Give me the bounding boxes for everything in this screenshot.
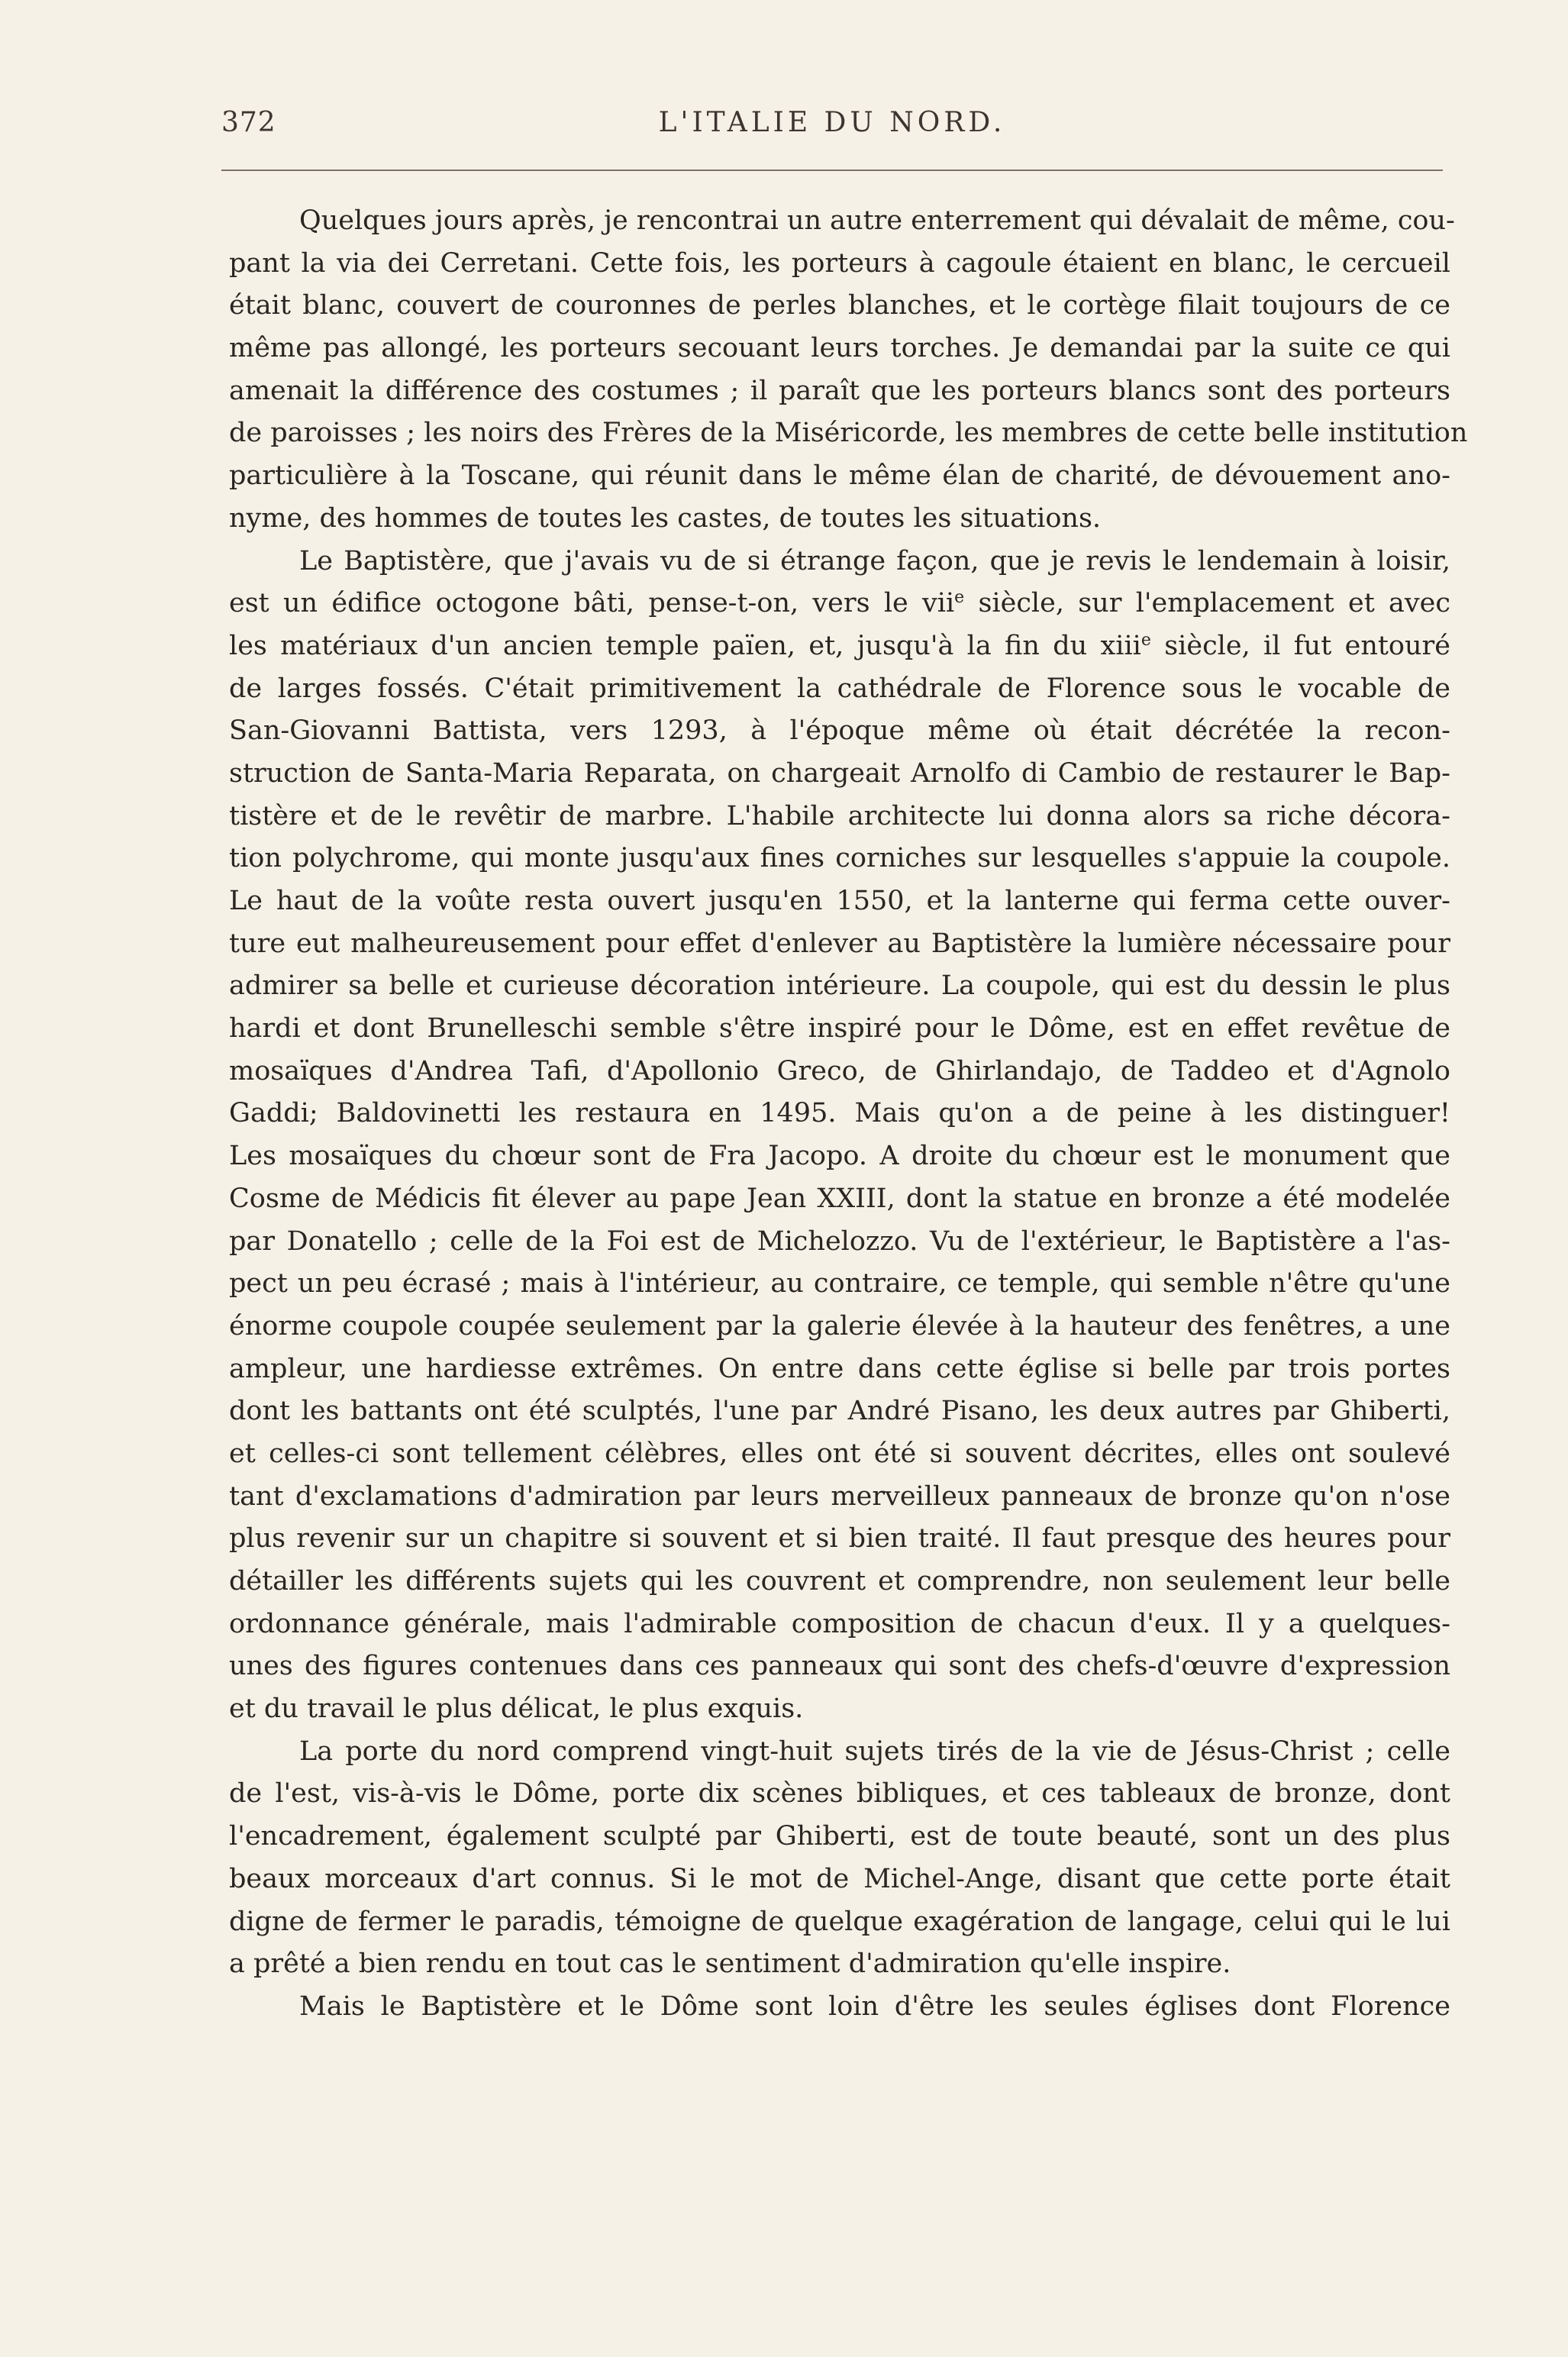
text-line: de l'est, vis-à-vis le Dôme, porte dix scènes bibliques, et ces tableaux de bronze, dont	[229, 1778, 1450, 1810]
text-line: ture eut malheureusement pour effet d'enlever au Baptistère la lumière nécessaire pour	[229, 928, 1450, 959]
text-line: San-Giovanni Battista, vers 1293, à l'époque même où était décrétée la recon-	[229, 715, 1450, 747]
text-line: tistère et de le revêtir de marbre. L'habile architecte lui donna alors sa riche décora-	[229, 800, 1450, 831]
text-line: pant la via dei Cerretani. Cette fois, les porteurs à cagoule étaient en blanc, le cercueil	[229, 247, 1450, 279]
text-line: struction de Santa-Maria Reparata, on chargeait Arnolfo di Cambio de restaurer le Bap-	[229, 757, 1450, 789]
text-line: et du travail le plus délicat, le plus exquis.	[229, 1693, 804, 1725]
text-line: hardi et dont Brunelleschi semble s'être inspiré pour le Dôme, est en effet revêtue de	[229, 1013, 1450, 1045]
text-line: de larges fossés. C'était primitivement la cathédrale de Florence sous le vocable de	[229, 673, 1450, 704]
text-line: et celles-ci sont tellement célèbres, elles ont été si souvent décrites, elles ont soulevé	[229, 1438, 1450, 1469]
header-rule	[221, 170, 1443, 171]
text-line: ampleur, une hardiesse extrêmes. On entre dans cette église si belle par trois portes	[229, 1353, 1450, 1384]
text-line: les matériaux d'un ancien temple païen, et, jusqu'à la fin du xiii$^e$ siècle, il fut entouré	[229, 630, 1450, 661]
text-line: Les mosaïques du chœur sont de Fra Jacopo. A droite du chœur est le monument que	[229, 1141, 1450, 1172]
text-line: Quelques jours après, je rencontrai un autre enterrement qui dévalait de même, cou-	[299, 205, 1455, 236]
text-line: admirer sa belle et curieuse décoration intérieure. La coupole, qui est du dessin le plus	[229, 970, 1450, 1002]
text-line: ordonnance générale, mais l'admirable composition de chacun d'eux. Il y a quelques-	[229, 1608, 1450, 1639]
page-number: 372	[221, 107, 276, 138]
text-line: dont les battants ont été sculptés, l'une par André Pisano, les deux autres par Ghiberti,	[229, 1396, 1450, 1427]
body-text	[229, 200, 1468, 2029]
text-line: a prêté a bien rendu en tout cas le sentiment d'admiration qu'elle inspire.	[229, 1949, 1231, 1980]
text-line: énorme coupole coupée seulement par la galerie élevée à la hauteur des fenêtres, a une	[229, 1310, 1450, 1342]
running-head	[221, 107, 1443, 153]
text-line: unes des figures contenues dans ces panneaux qui sont des chefs-d'œuvre d'expression	[229, 1651, 1450, 1682]
text-line: beaux morceaux d'art connus. Si le mot de Michel-Ange, disant que cette porte était	[229, 1863, 1450, 1894]
text-line: plus revenir sur un chapitre si souvent et si bien traité. Il faut presque des heures pour	[229, 1523, 1450, 1555]
text-line: tant d'exclamations d'admiration par leurs merveilleux panneaux de bronze qu'on n'ose	[229, 1480, 1450, 1512]
text-line: était blanc, couvert de couronnes de perles blanches, et le cortège filait toujours de ce	[229, 290, 1450, 321]
text-line: La porte du nord comprend vingt-huit sujets tirés de la vie de Jésus-Christ ; celle	[299, 1735, 1450, 1767]
text-line: tion polychrome, qui monte jusqu'aux fines corniches sur lesquelles s'appuie la coupole.	[229, 843, 1450, 874]
text-line: est un édifice octogone bâti, pense-t-on, vers le vii$^e$ siècle, sur l'emplacement et avec	[229, 588, 1450, 619]
text-line: digne de fermer le paradis, témoigne de quelque exagération de langage, celui qui le lui	[229, 1906, 1450, 1937]
text-line: même pas allongé, les porteurs secouant leurs torches. Je demandai par la suite ce qui	[229, 333, 1450, 364]
running-title: L'ITALIE DU NORD.	[658, 107, 1006, 138]
text-line: Gaddi; Baldovinetti les restaura en 1495. Mais qu'on a de peine à les distinguer!	[229, 1098, 1450, 1129]
text-line: amenait la différence des costumes ; il paraît que les porteurs blancs sont des porteurs	[229, 375, 1450, 406]
text-line: Le Baptistère, que j'avais vu de si étrange façon, que je revis le lendemain à loisir,	[299, 545, 1450, 576]
text-line: détailler les différents sujets qui les couvrent et comprendre, non seulement leur belle	[229, 1566, 1450, 1597]
text-line: particulière à la Toscane, qui réunit dans le même élan de charité, de dévouement ano-	[229, 460, 1450, 492]
text-line: Mais le Baptistère et le Dôme sont loin d'être les seules églises dont Florence	[299, 1991, 1450, 2022]
text-line: Le haut de la voûte resta ouvert jusqu'en 1550, et la lanterne qui ferma cette ouver-	[229, 886, 1450, 916]
text-line: de paroisses ; les noirs des Frères de la Miséricorde, les membres de cette belle institution	[229, 418, 1468, 449]
text-line: par Donatello ; celle de la Foi est de Michelozzo. Vu de l'extérieur, le Baptistère a l'as-	[229, 1225, 1450, 1257]
text-line: pect un peu écrasé ; mais à l'intérieur, au contraire, ce temple, qui semble n'être qu'une	[229, 1268, 1450, 1300]
text-line: l'encadrement, également sculpté par Ghiberti, est de toute beauté, sont un des plus	[229, 1821, 1450, 1852]
text-line: nyme, des hommes de toutes les castes, de toutes les situations.	[229, 502, 1102, 534]
text-line: mosaïques d'Andrea Tafi, d'Apollonio Greco, de Ghirlandajo, de Taddeo et d'Agnolo	[229, 1055, 1450, 1086]
text-line: Cosme de Médicis fit élever au pape Jean XXIII, dont la statue en bronze a été modelée	[229, 1183, 1450, 1214]
